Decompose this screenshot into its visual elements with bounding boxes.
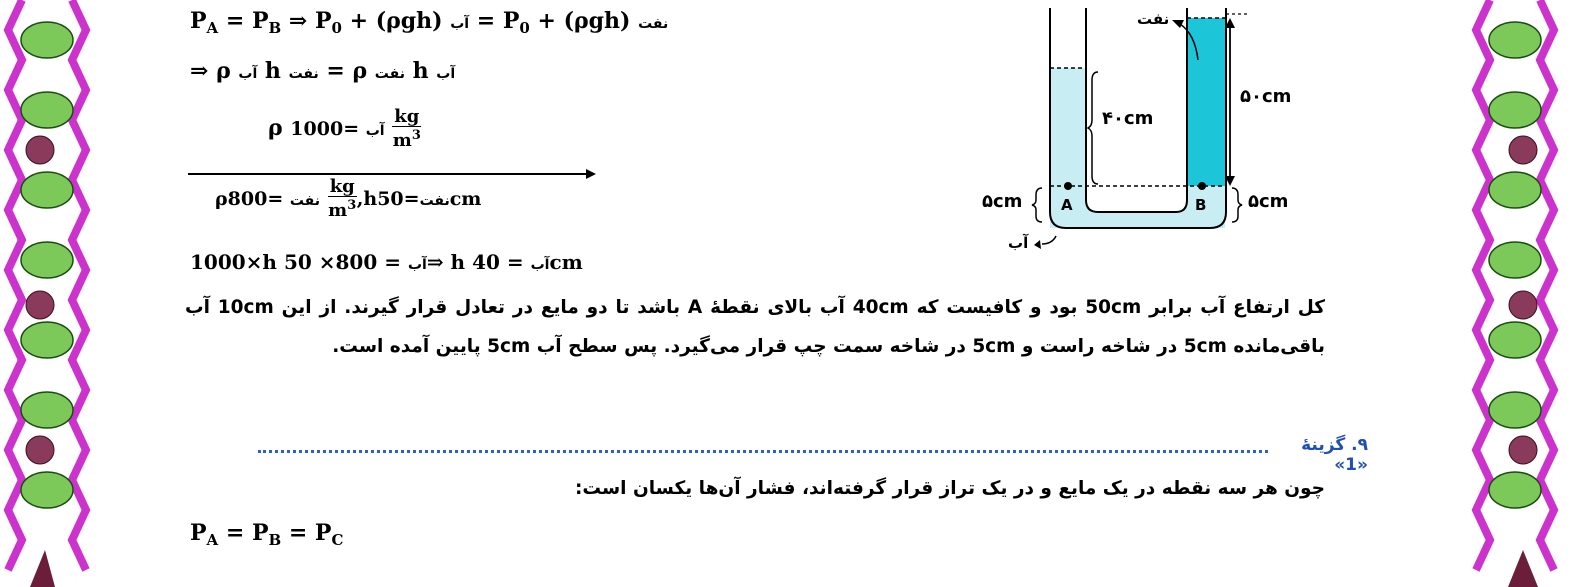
decorative-border-right [1468,0,1563,587]
u-tube-diagram [982,0,1310,270]
point-a-label: A [1061,196,1073,214]
explanation-paragraph: کل ارتفاع آب برابر 50cm بود و کافیست که 40cm آب بالای نقطهٔ A باشد تا دو مایع در تعادل قرار گیرند. از این 10cm آب باقی‌مانده 5cm در شاخه راست و 5cm در شاخه سمت چپ قرار می‌گیرد. پس سطح آب 5cm پایین آمده است. [185,297,1326,357]
u-tube-figure [990,0,1310,270]
equation-equal-pressures: $P_A = P_B = P_C$ [190,520,344,549]
left-5cm-label: ۵cm [982,191,1023,212]
equation-water-density: ρ آب =1000 $\frac{kg}{m^3}$ [268,106,421,151]
pressure-equal-statement: چون هر سه نقطه در یک مایع و در یک تراز قرار گرفته‌اند، فشار آن‌ها یکسان است: [574,478,1325,499]
height-50cm-label: ۵۰cm [1240,86,1292,107]
equation-water-height-result: 1000×h آب = 800× 50⇒ h آب = 40cm [190,250,583,274]
decorative-border-left [0,0,95,587]
question-9-header: ۹. گزینهٔ «1» [1301,435,1368,475]
right-5cm-label: ۵cm [1248,191,1289,212]
fraction-kg-per-m3-oil: $\frac{kg}{m^3}$ [328,176,357,221]
water-label: آب [1008,234,1029,252]
height-40cm-label: ۴۰cm [1102,108,1154,129]
equation-pressure-balance: $P_A = P_B$ ⇒ $P_0 + (\rho gh)$ آب = $P_0 + (\rho gh)$ نفت [190,8,669,37]
equation-oil-density: ρ نفت =800 $\frac{kg}{m^3}$ ,h نفت=50cm [215,176,482,221]
fraction-kg-per-m3: $\frac{kg}{m^3}$ [392,106,421,151]
dotted-separator [258,450,1268,453]
solution-page [95,0,1468,587]
equation-density-height: ⇒ ρ آب h نفت = ρ نفت h آب [190,58,456,84]
point-b-label: B [1195,196,1207,214]
oil-label: نفت [1137,10,1170,28]
